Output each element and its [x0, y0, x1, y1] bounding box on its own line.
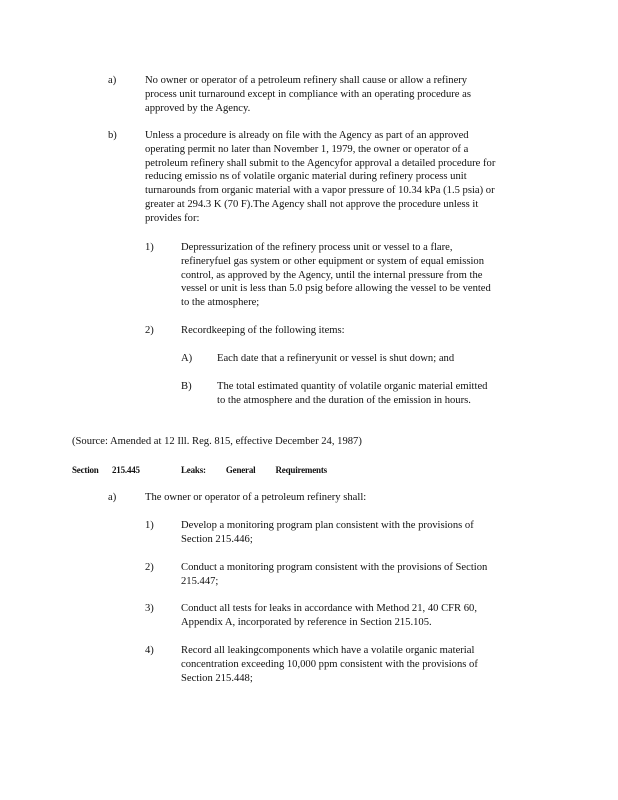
- section-item-2-label: 2): [145, 562, 154, 573]
- section-number: 215.445: [112, 465, 140, 475]
- section-item-4-label: 4): [145, 645, 154, 656]
- section-item-3-text: Conduct all tests for leaks in accordance with Method 21, 40 CFR 60, Appendix A, incorporated by reference in Section 215.105.: [181, 603, 477, 628]
- item-b-label: b): [108, 130, 117, 141]
- section-item-a-text: The owner or operator of a petroleum refinery shall:: [145, 492, 367, 503]
- section-item-1-text: Develop a monitoring program plan consistent with the provisions of Section 215.446;: [181, 520, 474, 545]
- item-a-label: a): [108, 75, 117, 86]
- item-b2-text: Recordkeeping of the following items:: [181, 325, 345, 336]
- section-label: Section: [72, 465, 99, 475]
- section-item-1-label: 1): [145, 520, 154, 531]
- section-item-3-label: 3): [145, 603, 154, 614]
- item-b2-label: 2): [145, 325, 154, 336]
- source-note: (Source: Amended at 12 Ill. Reg. 815, effective December 24, 1987): [72, 436, 362, 447]
- item-b2A-label: A): [181, 353, 193, 364]
- item-b2A-text: Each date that a refineryunit or vessel is shut down; and: [217, 353, 455, 364]
- section-item-a-label: a): [108, 492, 117, 503]
- section-item-4-text: Record all leakingcomponents which have a volatile organic material concentration exceeding 10,000 ppm consistent with the provisions of Section 215.448;: [181, 645, 478, 684]
- item-b1-text: Depressurization of the refinery process unit or vessel to a flare, refineryfuel gas system or other equipment or system of equal emission control, as approved by the Agency, until the internal pressure from the vessel or unit is less than 5.0 psig before allowing the vessel to be vented to the atmosphere;: [181, 242, 491, 309]
- item-a-text: No owner or operator of a petroleum refinery shall cause or allow a refinery process unit turnaround except in compliance with an operating procedure as approved by the Agency.: [145, 75, 471, 114]
- section-title: Leaks: General Requirements: [181, 465, 327, 475]
- item-b2B-text: The total estimated quantity of volatile organic material emitted to the atmosphere and the duration of the emission in hours.: [217, 381, 488, 406]
- item-b-text: Unless a procedure is already on file with the Agency as part of an approved operating permit no later than November 1, 1979, the owner or operator of a petroleum refinery shall submit to the Agencyfor approval a detailed procedure for reducing emissio ns of volatile organic material during refinery process unit turnarounds from organic material with a vapor pressure of 10.34 kPa (1.5 psia) or greater at 294.3 K (70 F).The Agency shall not approve the procedure unless it provides for:: [145, 130, 496, 224]
- item-b1-label: 1): [145, 242, 154, 253]
- item-b2B-label: B): [181, 381, 192, 392]
- section-item-2-text: Conduct a monitoring program consistent with the provisions of Section 215.447;: [181, 562, 488, 587]
